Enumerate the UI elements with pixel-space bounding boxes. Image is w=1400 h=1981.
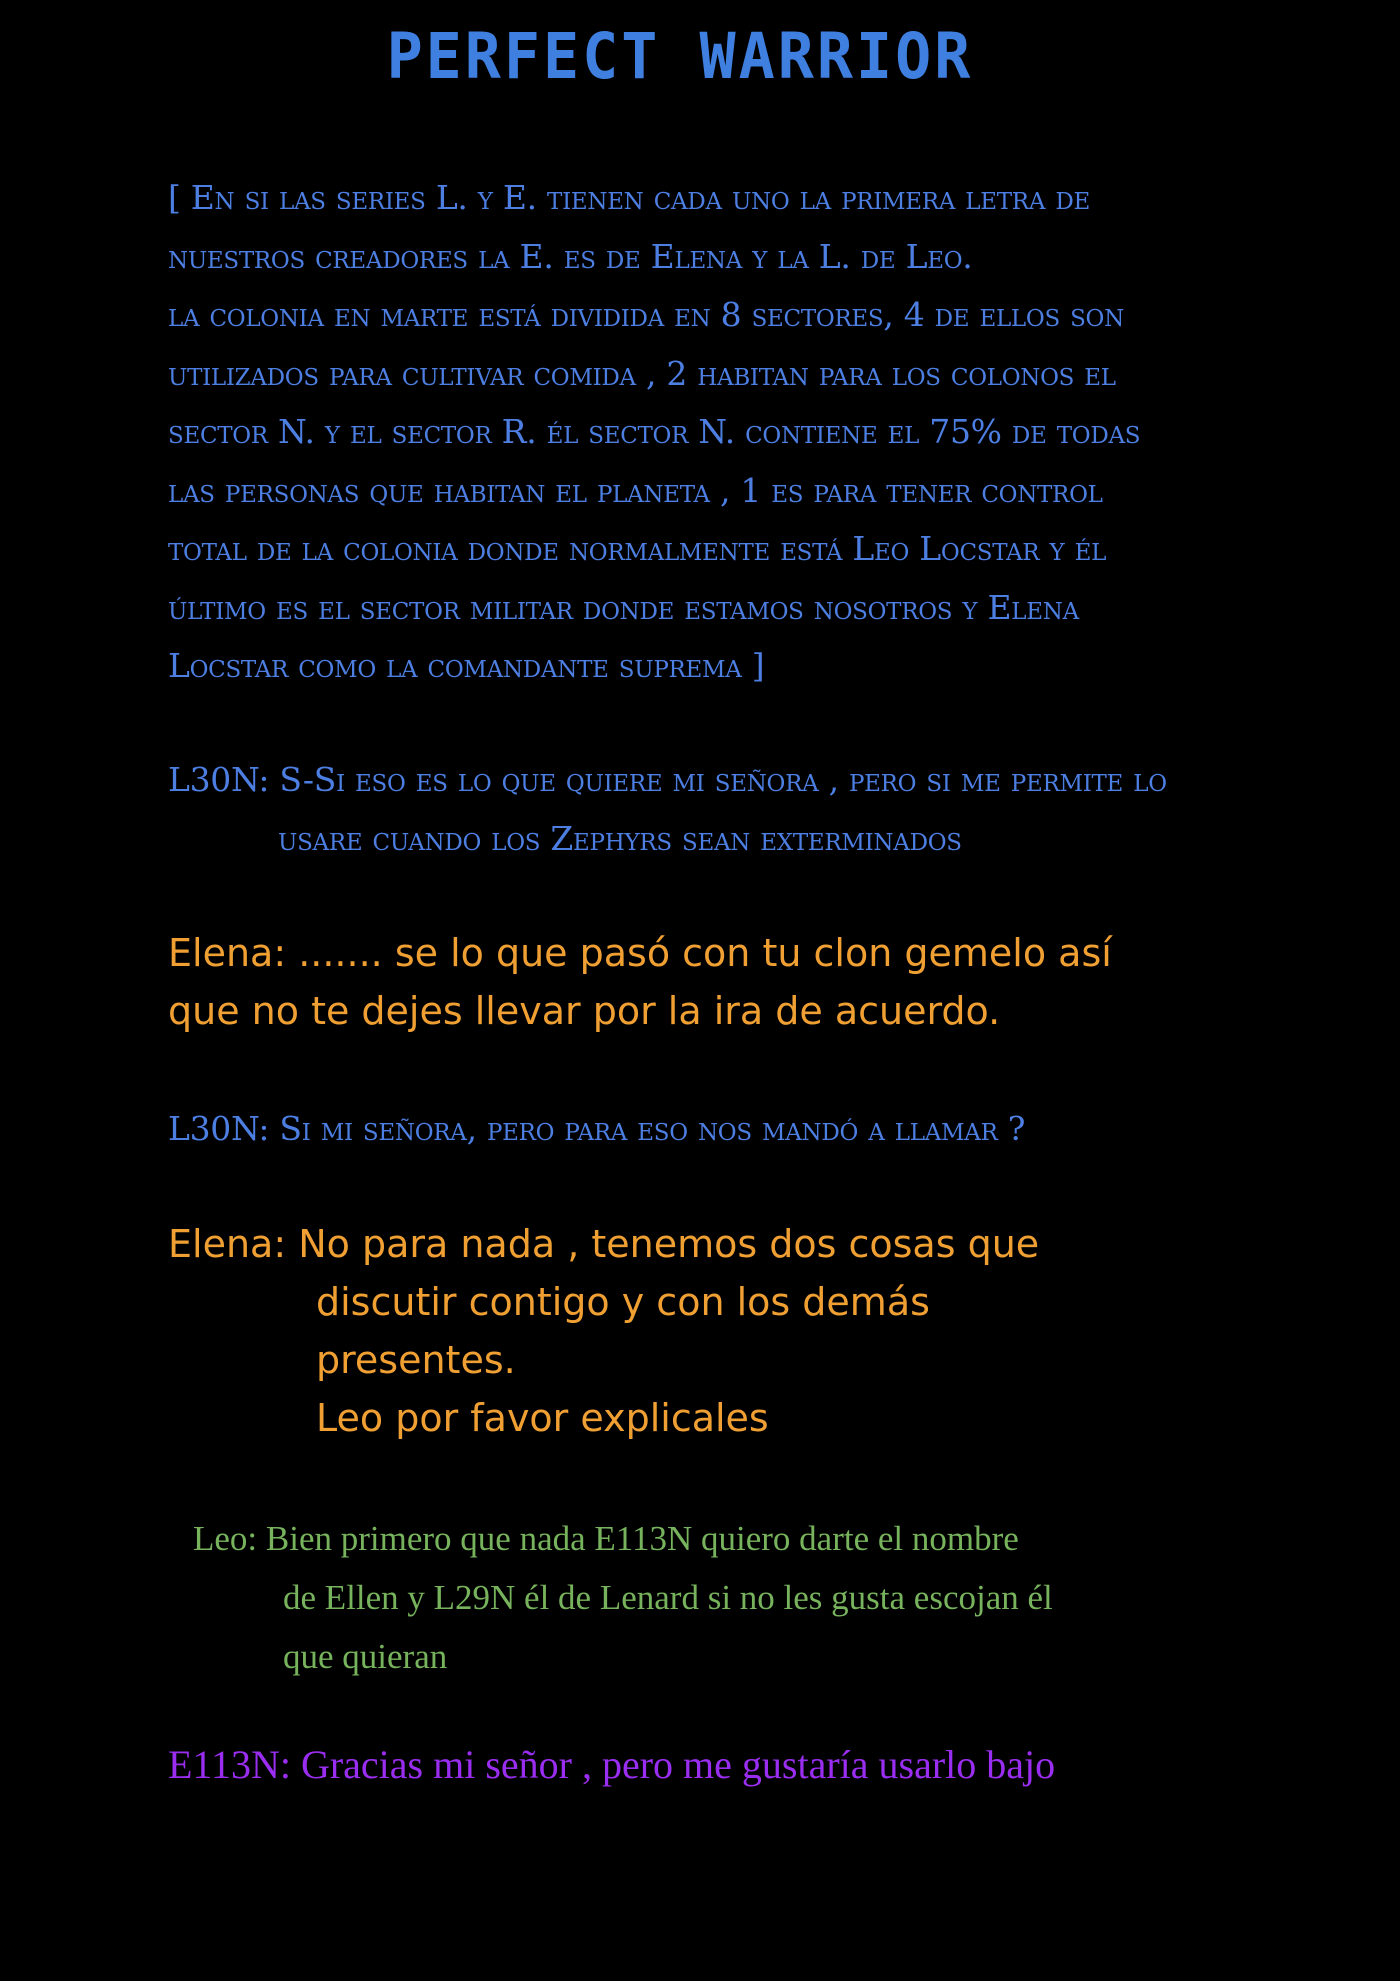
intro-narration bbox=[168, 169, 1140, 696]
page-title: PERFECT WARRIOR bbox=[386, 20, 974, 94]
text-line: L30N: Si mi señora, pero para eso nos mandó a llamar ? bbox=[168, 1109, 1026, 1148]
text-line: último es el sector militar donde estamos nosotros y Elena bbox=[168, 587, 1079, 627]
text-line: que quieran bbox=[283, 1637, 448, 1676]
text-line: presentes. bbox=[316, 1338, 516, 1382]
text-line: que no te dejes llevar por la ira de acuerdo. bbox=[168, 989, 1001, 1033]
text-line: utilizados para cultivar comida , 2 habitan para los colonos el bbox=[168, 353, 1116, 393]
text-line: las personas que habitan el planeta , 1 es para tener control bbox=[168, 470, 1103, 510]
dialogue-elena-2 bbox=[168, 1215, 1039, 1447]
text-line: Locstar como la comandante suprema ] bbox=[168, 646, 765, 685]
text-line: usare cuando los Zephyrs sean exterminados bbox=[278, 818, 962, 858]
text-line: E113N: Gracias mi señor , pero me gustaría usarlo bajo bbox=[168, 1742, 1056, 1787]
dialogue-elena-1 bbox=[168, 924, 1112, 1040]
text-line: L30N: S-Si eso es lo que quiere mi señora , pero si me permite lo bbox=[168, 760, 1167, 799]
text-line: Elena: No para nada , tenemos dos cosas que bbox=[168, 1222, 1040, 1266]
text-line: la colonia en marte está dividida en 8 sectores, 4 de ellos son bbox=[168, 295, 1124, 334]
dialogue-e113n bbox=[168, 1736, 1055, 1794]
text-line: discutir contigo y con los demás bbox=[316, 1280, 930, 1324]
dialogue-leo bbox=[193, 1509, 1053, 1686]
text-line: [ En si las series L. y E. tienen cada uno la primera letra de bbox=[168, 178, 1090, 217]
text-line: sector N. y el sector R. él sector N. contiene el 75% de todas bbox=[168, 412, 1141, 451]
text-line: de Ellen y L29N él de Lenard si no les gusta escojan él bbox=[283, 1578, 1053, 1617]
text-line: Leo por favor explicales bbox=[316, 1396, 769, 1440]
dialogue-l30n-2 bbox=[168, 1100, 1025, 1159]
text-line: Leo: Bien primero que nada E113N quiero darte el nombre bbox=[193, 1519, 1019, 1558]
text-line: nuestros creadores la E. es de Elena y la L. de Leo. bbox=[168, 236, 973, 276]
dialogue-l30n-1 bbox=[168, 751, 1167, 868]
text-line: total de la colonia donde normalmente está Leo Locstar y él bbox=[168, 529, 1107, 568]
text-line: Elena: ....... se lo que pasó con tu clon gemelo así bbox=[168, 931, 1112, 975]
